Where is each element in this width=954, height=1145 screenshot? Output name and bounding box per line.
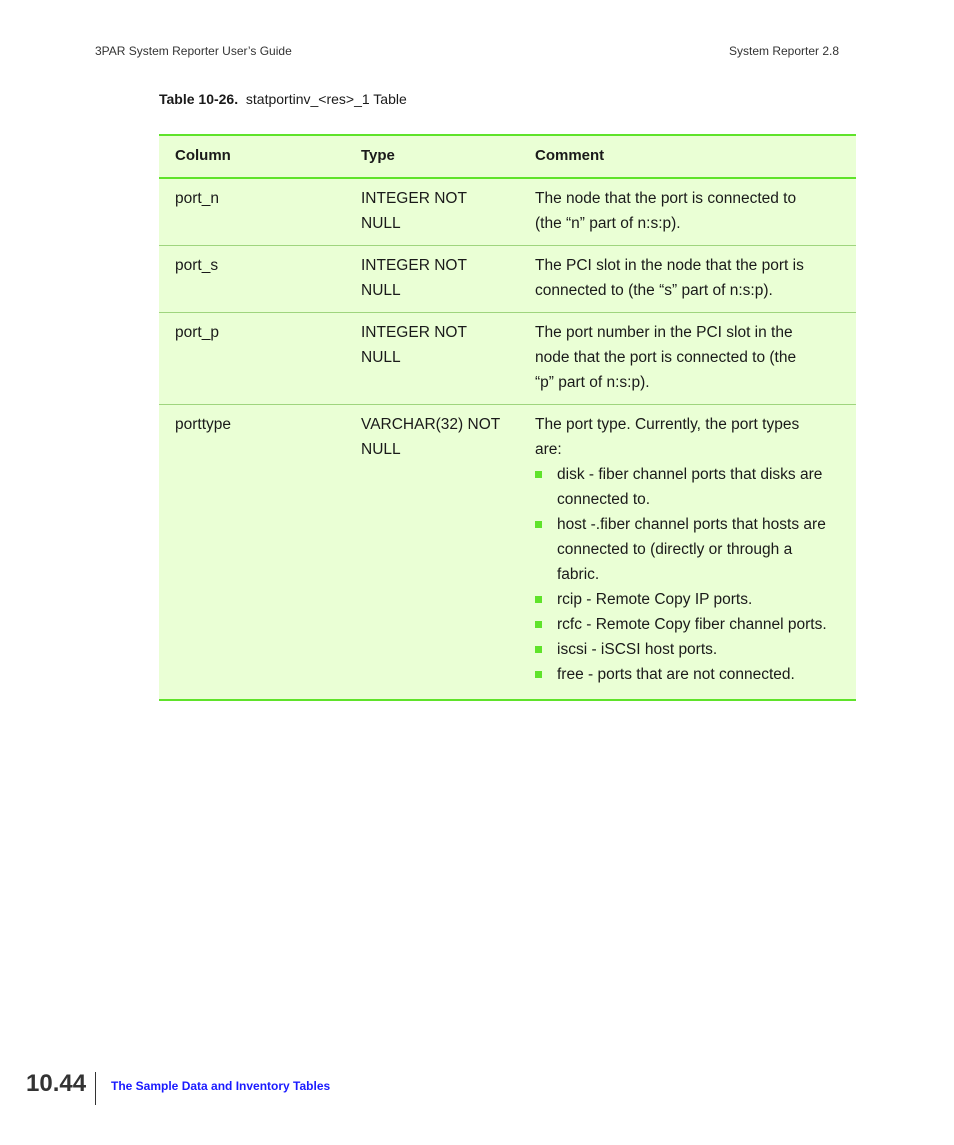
- port-type-list: [535, 462, 850, 687]
- list-item: [535, 662, 850, 687]
- list-item-line: fabric.: [557, 566, 600, 583]
- cell-comment-line: are:: [535, 441, 562, 458]
- square-bullet-icon: [535, 621, 542, 628]
- page-number: 10.44: [26, 1070, 87, 1097]
- cell-type-line: INTEGER NOT: [361, 324, 467, 341]
- list-item-line: host -.fiber channel ports that hosts are: [557, 516, 826, 533]
- square-bullet-icon: [535, 596, 542, 603]
- cell-comment-line: “p” part of n:s:p).: [535, 374, 650, 391]
- cell-comment-line: connected to (the “s” part of n:s:p).: [535, 282, 773, 299]
- list-item-line: rcip - Remote Copy IP ports.: [557, 591, 753, 608]
- list-item: [535, 512, 850, 587]
- list-item: [535, 637, 850, 662]
- cell-type: [361, 405, 535, 701]
- cell-type-line: NULL: [361, 441, 401, 458]
- list-item-line: connected to (directly or through a: [557, 541, 793, 558]
- cell-comment: [535, 246, 856, 313]
- cell-type: [361, 178, 535, 246]
- cell-comment-line: The PCI slot in the node that the port is: [535, 257, 804, 274]
- cell-comment: [535, 405, 856, 701]
- cell-type: [361, 313, 535, 405]
- cell-comment-line: The node that the port is connected to: [535, 190, 797, 207]
- cell-type-line: VARCHAR(32) NOT: [361, 416, 501, 433]
- cell-type-line: NULL: [361, 349, 401, 366]
- cell-type-line: INTEGER NOT: [361, 190, 467, 207]
- cell-comment-line: The port type. Currently, the port types: [535, 416, 800, 433]
- cell-type-line: NULL: [361, 215, 401, 232]
- cell-comment-line: The port number in the PCI slot in the: [535, 324, 793, 341]
- square-bullet-icon: [535, 671, 542, 678]
- list-item: [535, 462, 850, 512]
- cell-column: port_p: [175, 324, 219, 341]
- table-row: [159, 313, 856, 405]
- cell-comment: [535, 178, 856, 246]
- list-item: [535, 587, 850, 612]
- header-comment: Comment: [535, 147, 605, 164]
- cell-column: port_n: [175, 190, 219, 207]
- list-item-line: connected to.: [557, 491, 651, 508]
- running-header-left: 3PAR System Reporter User’s Guide: [95, 44, 292, 58]
- table-header-row: [159, 135, 856, 178]
- running-header-right: System Reporter 2.8: [729, 44, 840, 58]
- cell-type: [361, 246, 535, 313]
- cell-comment-line: node that the port is connected to (the: [535, 349, 797, 366]
- table-caption: [159, 91, 407, 107]
- header-type: Type: [361, 147, 395, 164]
- list-item: [535, 612, 850, 637]
- footer-section-title: The Sample Data and Inventory Tables: [111, 1079, 331, 1093]
- table-row: [159, 178, 856, 246]
- cell-comment: [535, 313, 856, 405]
- cell-type-line: NULL: [361, 282, 401, 299]
- cell-column: porttype: [175, 416, 232, 433]
- cell-type-line: INTEGER NOT: [361, 257, 467, 274]
- table-row: [159, 246, 856, 313]
- square-bullet-icon: [535, 471, 542, 478]
- table-caption-label: Table 10-26.: [159, 91, 239, 107]
- statportinv-table: [159, 134, 856, 701]
- table-row: [159, 405, 856, 701]
- cell-column: port_s: [175, 257, 219, 274]
- table-caption-text: statportinv_<res>_1 Table: [245, 91, 407, 107]
- list-item-line: iscsi - iSCSI host ports.: [557, 641, 718, 658]
- list-item-line: rcfc - Remote Copy fiber channel ports.: [557, 616, 827, 633]
- square-bullet-icon: [535, 521, 542, 528]
- list-item-line: free - ports that are not connected.: [557, 666, 795, 683]
- cell-comment-line: (the “n” part of n:s:p).: [535, 215, 681, 232]
- list-item-line: disk - fiber channel ports that disks are: [557, 466, 823, 483]
- square-bullet-icon: [535, 646, 542, 653]
- header-column: Column: [175, 147, 231, 164]
- footer-divider: [95, 1072, 96, 1105]
